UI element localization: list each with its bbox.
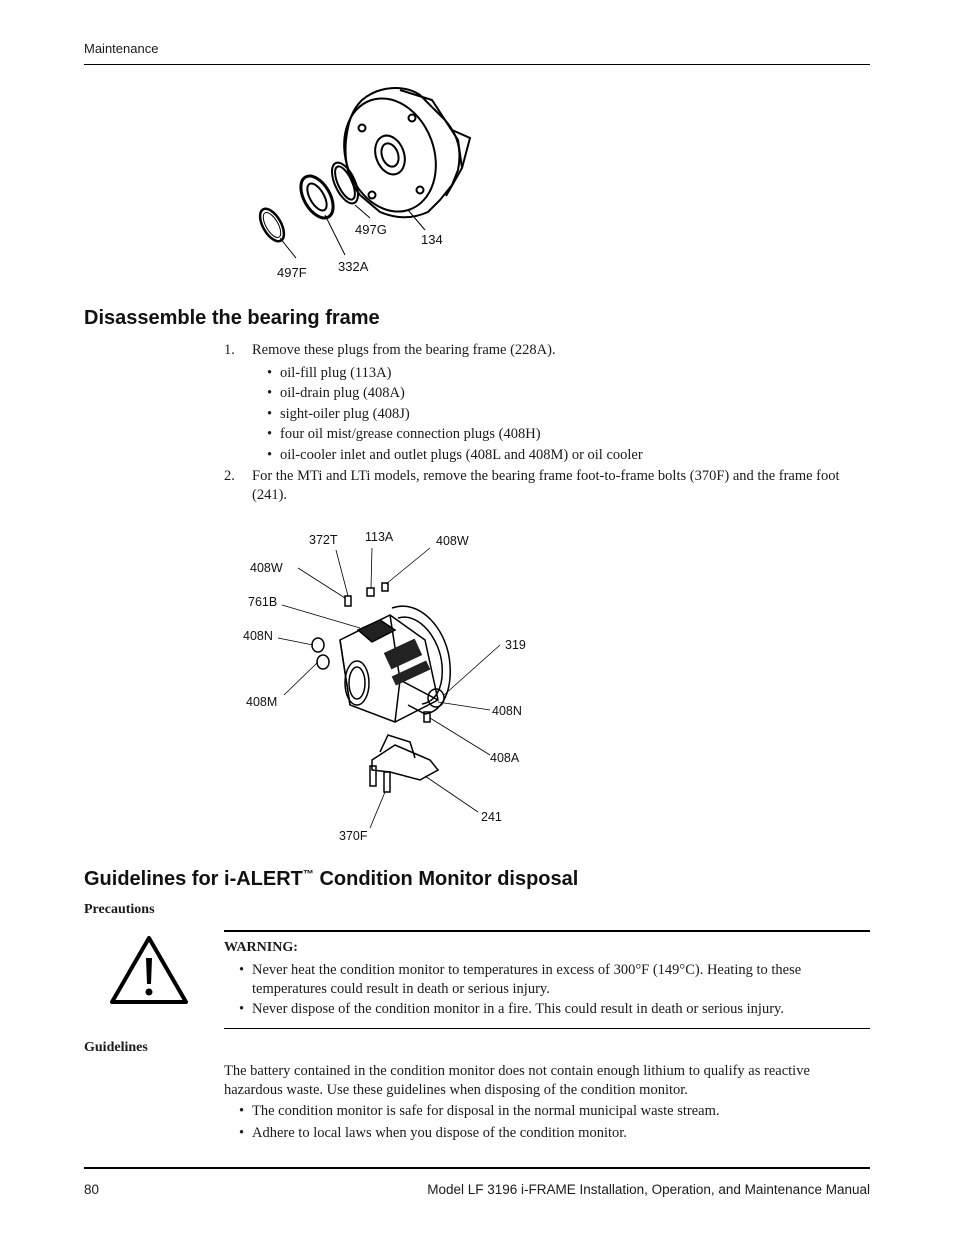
callout-408a: 408A — [490, 751, 520, 765]
warning-rule-top — [224, 930, 870, 932]
step-2-text-line2: (241). — [252, 487, 288, 503]
running-header: Maintenance — [84, 41, 159, 56]
callout-497f: 497F — [277, 265, 307, 280]
callout-319: 319 — [505, 638, 526, 652]
section-heading-disassemble: Disassemble the bearing frame — [84, 307, 380, 329]
callout-370f: 370F — [339, 829, 368, 843]
page-number: 80 — [84, 1182, 100, 1197]
callout-408n-left: 408N — [243, 629, 273, 643]
step-2-number: 2. — [224, 468, 235, 484]
step-2-text-line1: For the MTi and LTi models, remove the bearing frame foot-to-frame bolts (370F) and the frame foot — [252, 468, 840, 484]
step-1-text: Remove these plugs from the bearing frame (228A). — [252, 342, 556, 358]
callout-134: 134 — [421, 232, 443, 247]
callout-408w-top: 408W — [436, 534, 469, 548]
warning-item-continued: temperatures could result in death or serious injury. — [252, 981, 550, 997]
guidelines-heading: Guidelines — [84, 1040, 148, 1055]
warning-triangle-icon — [108, 934, 190, 1006]
guidelines-paragraph-line1: The battery contained in the condition monitor does not contain enough lithium to qualify as reactive — [224, 1063, 810, 1079]
guidelines-paragraph-line2: hazardous waste. Use these guidelines when disposing of the condition monitor. — [224, 1082, 688, 1098]
callout-497g: 497G — [355, 222, 387, 237]
callout-113a: 113A — [365, 530, 394, 544]
warning-label: WARNING: — [224, 940, 298, 955]
callout-332a: 332A — [338, 259, 369, 274]
callout-372t: 372T — [309, 533, 338, 547]
callout-408n-right: 408N — [492, 704, 522, 718]
heading-text: Guidelines for i-ALERT — [84, 868, 303, 890]
heading-text-rest: Condition Monitor disposal — [313, 868, 579, 890]
step-1-number: 1. — [224, 342, 235, 358]
callout-241: 241 — [481, 810, 502, 824]
callout-408m: 408M — [246, 695, 278, 709]
footer-rule — [84, 1167, 870, 1169]
warning-rule-bottom — [224, 1028, 870, 1029]
section-heading-ialert — [84, 868, 578, 891]
precautions-heading: Precautions — [84, 902, 155, 917]
manual-title: Model LF 3196 i-FRAME Installation, Operation, and Maintenance Manual — [427, 1182, 870, 1197]
callout-761b: 761B — [248, 595, 278, 609]
trademark-symbol: ™ — [302, 868, 314, 881]
callout-408w-left: 408W — [250, 561, 283, 575]
